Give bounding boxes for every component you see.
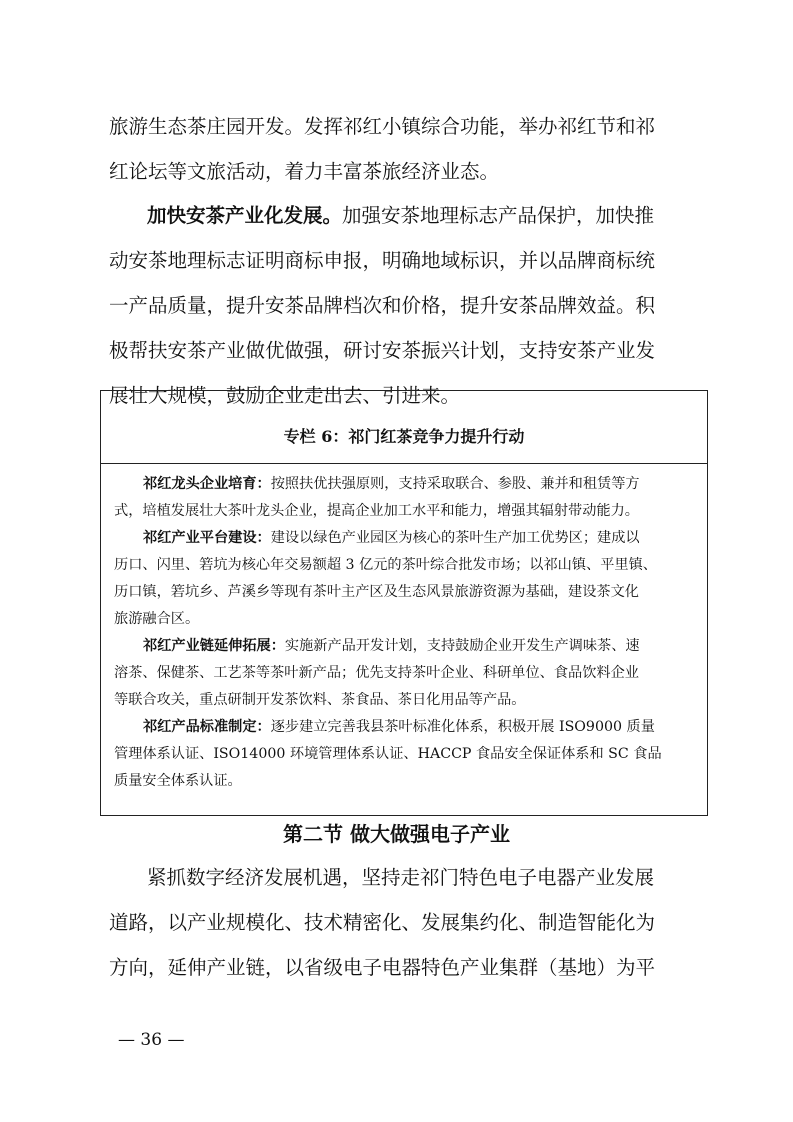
box-item-line: 溶茶、保健茶、工艺茶等茶叶新产品；优先支持茶叶企业、科研单位、食品饮料企业 [114, 665, 639, 681]
body-text-line: 旅游生态茶庄园开发。发挥祁红小镇综合功能，举办祁红节和祁 [109, 115, 656, 138]
body-text-line: 展壮大规模，鼓励企业走出去、引进来。 [109, 384, 461, 407]
body-text: 加强安茶地理标志产品保护，加快推 [342, 204, 655, 227]
body-text-line: 动安茶地理标志证明商标申报，明确地域标识，并以品牌商标统 [109, 249, 656, 272]
box-item-line: 旅游融合区。 [114, 611, 200, 627]
feature-box-header [101, 391, 707, 464]
body-text-line: 道路，以产业规模化、技术精密化、发展集约化、制造智能化为 [109, 911, 656, 934]
feature-box-title: 专栏 6：祁门红茶竞争力提升行动 [283, 427, 525, 446]
body-text-line: 极帮扶安茶产业做优做强，研讨安茶振兴计划，支持安茶产业发 [109, 339, 656, 362]
box-item-text: 建设以绿色产业园区为核心的茶叶生产加工优势区；建成以 [270, 530, 640, 546]
box-item-text: 按照扶优扶强原则，支持采取联合、参股、兼并和租赁等方 [270, 476, 640, 492]
box-item-line: 历口镇，箬坑乡、芦溪乡等现有茶叶主产区及生态风景旅游资源为基础，建设茶文化 [114, 584, 639, 600]
box-item [143, 636, 640, 656]
box-item-heading: 祁红龙头企业培育： [143, 476, 271, 492]
body-text-line: 紧抓数字经济发展机遇，坚持走祁门特色电子电器产业发展 [147, 866, 655, 889]
box-item-line: 等联合攻关，重点研制开发茶饮料、茶食品、茶日化用品等产品。 [114, 692, 526, 708]
page-number: — 36 — [118, 1030, 185, 1050]
body-text-line: 方向，延伸产业链，以省级电子电器特色产业集群（基地）为平 [109, 956, 656, 979]
section-title: 第二节 做大做强电子产业 [283, 822, 510, 846]
box-item-line: 历口、闪里、箬坑为核心年交易额超 3 亿元的茶叶综合批发市场；以祁山镇、平里镇、 [114, 557, 657, 573]
box-item-line: 质量安全体系认证。 [114, 773, 242, 789]
body-text-line: 一产品质量，提升安茶品牌档次和价格，提升安茶品牌效益。积 [109, 294, 656, 317]
box-item-heading: 祁红产品标准制定： [143, 719, 271, 735]
paragraph-heading: 加快安茶产业化发展。 [147, 204, 343, 227]
box-item-text: 实施新产品开发计划，支持鼓励企业开发生产调味茶、速 [284, 638, 640, 654]
body-text-line: 红论坛等文旅活动，着力丰富茶旅经济业态。 [109, 160, 500, 183]
box-item [143, 474, 640, 494]
box-item [143, 717, 655, 737]
box-item [143, 528, 640, 548]
feature-box [100, 390, 708, 816]
box-item-line: 式，培植发展壮大茶叶龙头企业，提高企业加工水平和能力，增强其辐射带动能力。 [114, 503, 639, 519]
box-item-heading: 祁红产业链延伸拓展： [143, 638, 285, 654]
box-item-heading: 祁红产业平台建设： [143, 530, 271, 546]
paragraph [147, 203, 654, 229]
box-item-text: 逐步建立完善我县茶叶标准化体系，积极开展 ISO9000 质量 [270, 719, 655, 735]
box-item-line: 管理体系认证、ISO14000 环境管理体系认证、HACCP 食品安全保证体系和 SC 食品 [114, 746, 662, 762]
